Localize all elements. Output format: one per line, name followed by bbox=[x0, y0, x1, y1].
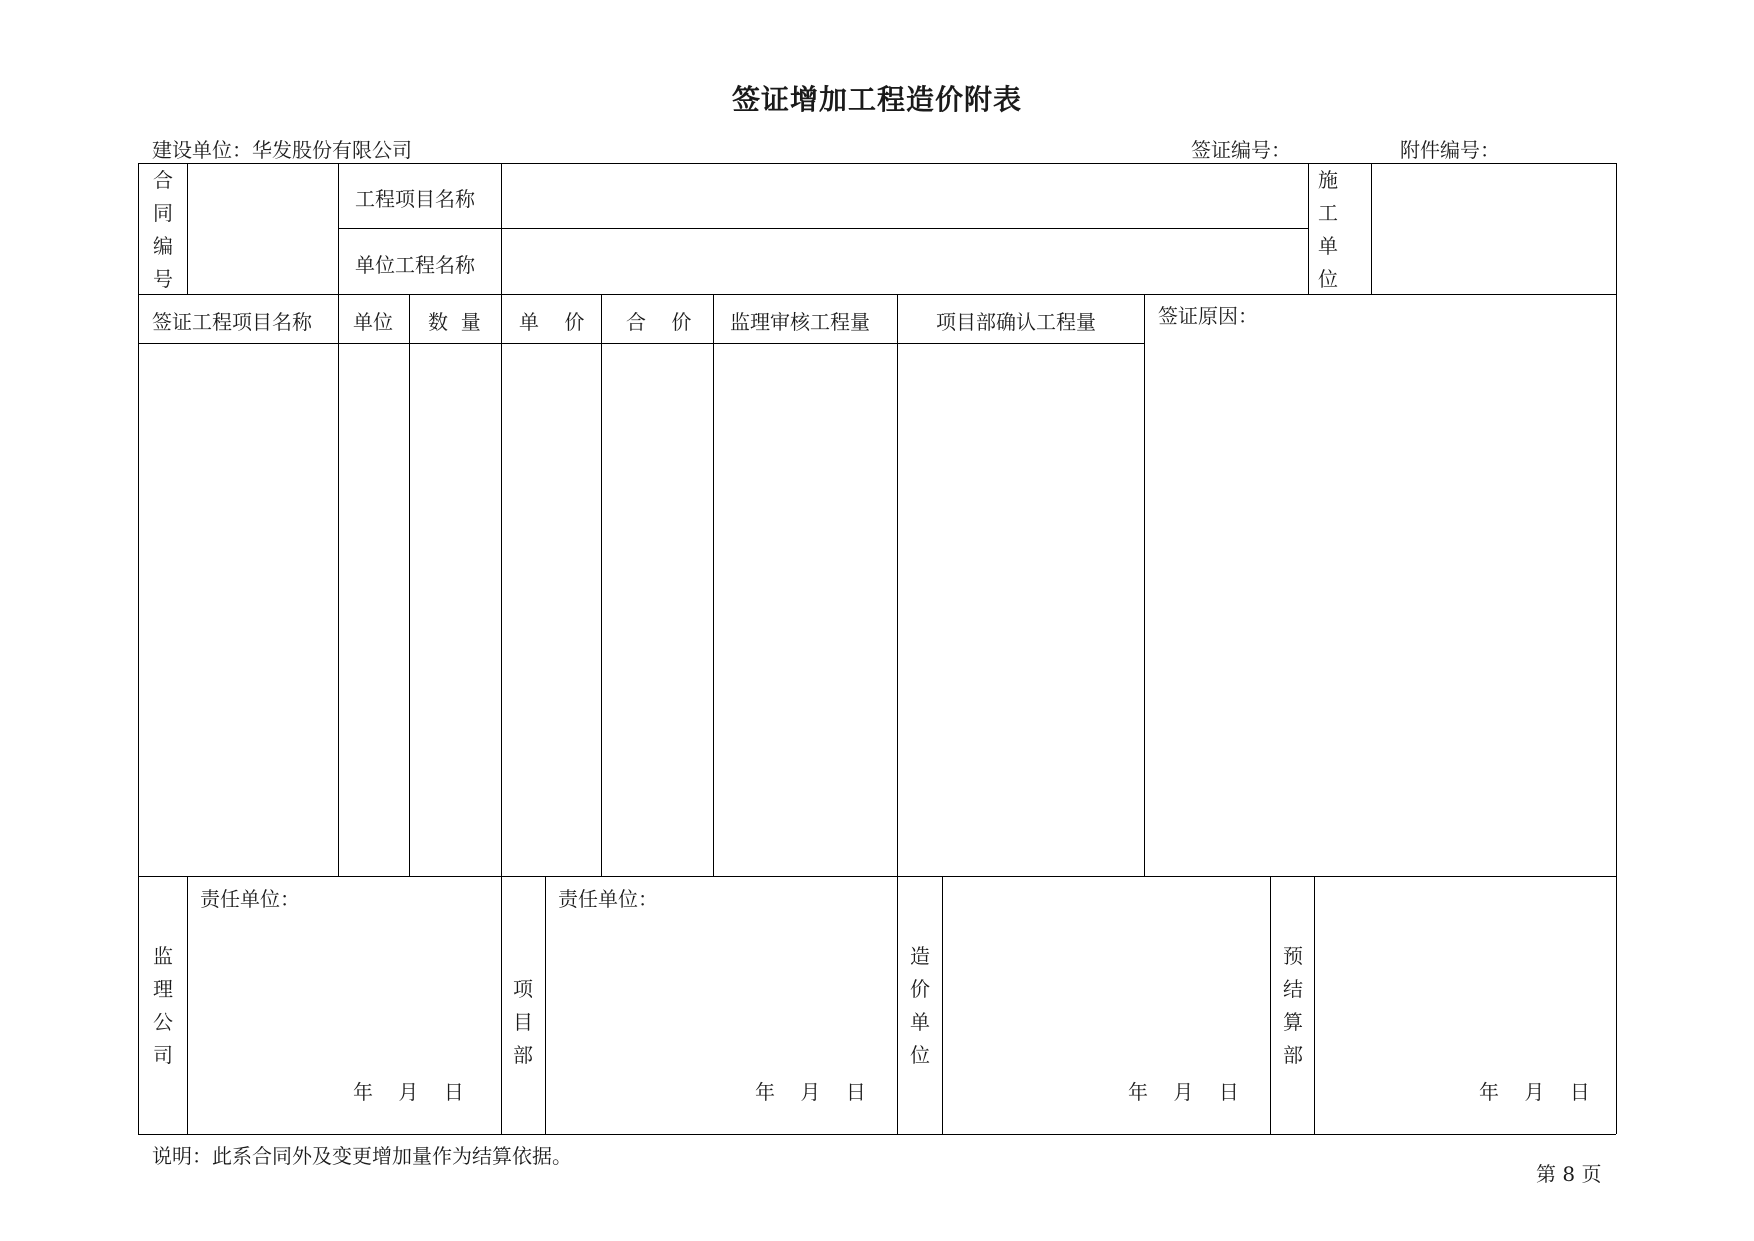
sig-divider-5 bbox=[942, 876, 943, 1134]
sig-divider-7 bbox=[1314, 876, 1315, 1134]
table-border-left bbox=[138, 163, 139, 1134]
divider-contract-value bbox=[338, 163, 339, 294]
attachment-no-label: 附件编号： bbox=[1400, 138, 1500, 162]
sig-divider-4 bbox=[897, 876, 898, 1134]
col-header-unit-price: 单 价 bbox=[519, 310, 585, 334]
supervision-responsible-unit-label: 责任单位： bbox=[200, 887, 300, 911]
col-divider-6 bbox=[897, 294, 898, 876]
contract-no-label: 合 同 编 号 bbox=[153, 168, 173, 291]
col-divider-5 bbox=[713, 294, 714, 876]
col-divider-3 bbox=[501, 294, 502, 876]
col-divider-4 bbox=[601, 294, 602, 876]
cost-unit-date: 年 月 日 bbox=[1128, 1080, 1239, 1104]
divider-construction-unit bbox=[1371, 163, 1372, 294]
table-border-right bbox=[1616, 163, 1617, 1134]
divider-contract-no bbox=[187, 163, 188, 294]
client-label: 建设单位：华发股份有限公司 bbox=[152, 138, 412, 162]
supervision-company-label: 监 理 公 司 bbox=[153, 944, 173, 1067]
project-dept-responsible-unit-label: 责任单位： bbox=[558, 887, 658, 911]
project-dept-date: 年 月 日 bbox=[755, 1080, 866, 1104]
table-border-bottom bbox=[138, 1134, 1616, 1135]
divider-column-header bbox=[138, 343, 1144, 344]
divider-signature-section bbox=[138, 876, 1616, 877]
col-header-item-name: 签证工程项目名称 bbox=[152, 310, 312, 334]
page-title: 签证增加工程造价附表 bbox=[731, 83, 1022, 116]
col-divider-1 bbox=[338, 294, 339, 876]
sig-divider-1 bbox=[187, 876, 188, 1134]
divider-project-names bbox=[338, 228, 1308, 229]
footer-note: 说明：此系合同外及变更增加量作为结算依据。 bbox=[152, 1144, 572, 1168]
settlement-dept-date: 年 月 日 bbox=[1479, 1080, 1590, 1104]
sig-divider-3 bbox=[545, 876, 546, 1134]
col-header-project-dept-qty: 项目部确认工程量 bbox=[936, 310, 1096, 334]
visa-no-label: 签证编号： bbox=[1191, 138, 1291, 162]
visa-reason-label: 签证原因： bbox=[1158, 304, 1258, 328]
page-number: 第 8 页 bbox=[1536, 1162, 1602, 1186]
sig-divider-6 bbox=[1270, 876, 1271, 1134]
col-header-quantity: 数 量 bbox=[428, 310, 481, 334]
col-divider-7 bbox=[1144, 294, 1145, 876]
settlement-dept-label: 预 结 算 部 bbox=[1283, 944, 1303, 1067]
col-divider-2 bbox=[409, 294, 410, 876]
unit-project-name-label: 单位工程名称 bbox=[355, 253, 475, 277]
divider-name-values bbox=[1308, 163, 1309, 294]
supervision-date: 年 月 日 bbox=[353, 1080, 464, 1104]
divider-name-labels bbox=[501, 163, 502, 294]
project-dept-label: 项 目 部 bbox=[513, 977, 533, 1067]
col-header-total-price: 合 价 bbox=[626, 310, 692, 334]
sig-divider-2 bbox=[501, 876, 502, 1134]
construction-unit-label: 施 工 单 位 bbox=[1318, 168, 1338, 291]
col-header-unit: 单位 bbox=[353, 310, 393, 334]
divider-top-section bbox=[138, 294, 1616, 295]
project-name-label: 工程项目名称 bbox=[355, 187, 475, 211]
table-border-top bbox=[138, 163, 1616, 164]
col-header-supervision-qty: 监理审核工程量 bbox=[730, 310, 870, 334]
cost-unit-label: 造 价 单 位 bbox=[910, 944, 930, 1067]
